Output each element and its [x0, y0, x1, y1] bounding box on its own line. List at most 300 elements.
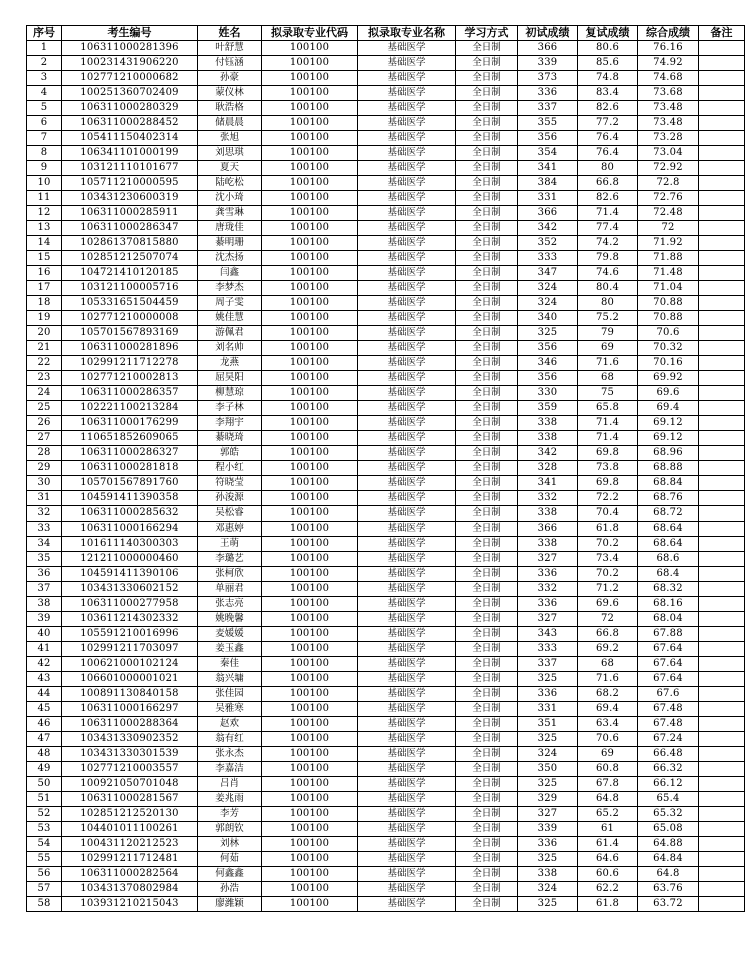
cell-exam-id: 106311000280329 — [62, 101, 198, 116]
cell-seq: 28 — [27, 446, 62, 461]
cell-major-code: 100100 — [262, 656, 358, 671]
cell-major-code: 100100 — [262, 641, 358, 656]
cell-major-code: 100100 — [262, 446, 358, 461]
cell-name: 吴雅寒 — [198, 701, 262, 716]
cell-study-mode: 全日制 — [456, 791, 518, 806]
cell-exam-id: 103431330301539 — [62, 746, 198, 761]
cell-exam-id: 103121100005716 — [62, 281, 198, 296]
cell-study-mode: 全日制 — [456, 641, 518, 656]
cell-major-code: 100100 — [262, 536, 358, 551]
cell-initial-score: 341 — [518, 161, 578, 176]
cell-major-name: 基础医学 — [358, 776, 456, 791]
cell-exam-id: 104591411390106 — [62, 566, 198, 581]
cell-retest-score: 70.2 — [578, 566, 638, 581]
cell-exam-id: 102851212520130 — [62, 806, 198, 821]
cell-major-name: 基础医学 — [358, 116, 456, 131]
cell-major-name: 基础医学 — [358, 101, 456, 116]
cell-initial-score: 336 — [518, 86, 578, 101]
cell-major-name: 基础医学 — [358, 686, 456, 701]
cell-name: 郭朗钦 — [198, 821, 262, 836]
cell-initial-score: 331 — [518, 191, 578, 206]
cell-retest-score: 68.2 — [578, 686, 638, 701]
cell-exam-id: 106311000286327 — [62, 446, 198, 461]
cell-total-score: 70.88 — [638, 311, 699, 326]
cell-remarks — [699, 191, 745, 206]
table-row — [27, 221, 745, 236]
cell-seq: 3 — [27, 71, 62, 86]
cell-exam-id: 103431230600319 — [62, 191, 198, 206]
cell-retest-score: 61.8 — [578, 896, 638, 911]
table-row — [27, 506, 745, 521]
header-name: 姓名 — [198, 26, 262, 41]
cell-major-name: 基础医学 — [358, 536, 456, 551]
table-row — [27, 371, 745, 386]
cell-total-score: 64.8 — [638, 866, 699, 881]
cell-major-name: 基础医学 — [358, 656, 456, 671]
cell-total-score: 66.32 — [638, 761, 699, 776]
cell-name: 符晓莹 — [198, 476, 262, 491]
cell-retest-score: 70.6 — [578, 731, 638, 746]
table-row — [27, 176, 745, 191]
cell-major-name: 基础医学 — [358, 416, 456, 431]
cell-major-name: 基础医学 — [358, 401, 456, 416]
cell-major-code: 100100 — [262, 56, 358, 71]
cell-retest-score: 76.4 — [578, 146, 638, 161]
header-study-mode: 学习方式 — [456, 26, 518, 41]
cell-major-code: 100100 — [262, 701, 358, 716]
cell-exam-id: 106311000166297 — [62, 701, 198, 716]
cell-remarks — [699, 281, 745, 296]
cell-major-code: 100100 — [262, 356, 358, 371]
table-row — [27, 776, 745, 791]
cell-total-score: 67.48 — [638, 701, 699, 716]
cell-study-mode: 全日制 — [456, 281, 518, 296]
table-row — [27, 476, 745, 491]
cell-name: 屈昊阳 — [198, 371, 262, 386]
cell-seq: 5 — [27, 101, 62, 116]
cell-study-mode: 全日制 — [456, 731, 518, 746]
cell-seq: 20 — [27, 326, 62, 341]
cell-remarks — [699, 761, 745, 776]
cell-exam-id: 102851212507074 — [62, 251, 198, 266]
cell-name: 夏天 — [198, 161, 262, 176]
cell-study-mode: 全日制 — [456, 761, 518, 776]
cell-name: 单丽君 — [198, 581, 262, 596]
cell-study-mode: 全日制 — [456, 416, 518, 431]
cell-retest-score: 75 — [578, 386, 638, 401]
cell-remarks — [699, 176, 745, 191]
cell-name: 麦媛媛 — [198, 626, 262, 641]
cell-exam-id: 100431120212523 — [62, 836, 198, 851]
cell-name: 游佩君 — [198, 326, 262, 341]
table-row — [27, 71, 745, 86]
cell-major-code: 100100 — [262, 206, 358, 221]
cell-total-score: 65.4 — [638, 791, 699, 806]
cell-name: 叶舒慧 — [198, 41, 262, 56]
cell-name: 廖潍颖 — [198, 896, 262, 911]
cell-initial-score: 366 — [518, 206, 578, 221]
cell-major-code: 100100 — [262, 731, 358, 746]
cell-exam-id: 106311000286357 — [62, 386, 198, 401]
cell-retest-score: 80 — [578, 296, 638, 311]
cell-exam-id: 103121110101677 — [62, 161, 198, 176]
cell-study-mode: 全日制 — [456, 476, 518, 491]
cell-remarks — [699, 416, 745, 431]
cell-exam-id: 105701567891760 — [62, 476, 198, 491]
cell-retest-score: 71.6 — [578, 671, 638, 686]
table-row — [27, 236, 745, 251]
cell-retest-score: 71.2 — [578, 581, 638, 596]
table-row — [27, 566, 745, 581]
cell-exam-id: 106311000176299 — [62, 416, 198, 431]
cell-initial-score: 325 — [518, 896, 578, 911]
cell-exam-id: 106311000281567 — [62, 791, 198, 806]
cell-seq: 31 — [27, 491, 62, 506]
cell-initial-score: 351 — [518, 716, 578, 731]
cell-major-name: 基础医学 — [358, 356, 456, 371]
cell-major-name: 基础医学 — [358, 806, 456, 821]
cell-exam-id: 106311000282564 — [62, 866, 198, 881]
cell-retest-score: 79 — [578, 326, 638, 341]
cell-major-name: 基础医学 — [358, 326, 456, 341]
cell-seq: 13 — [27, 221, 62, 236]
cell-initial-score: 338 — [518, 416, 578, 431]
table-row — [27, 626, 745, 641]
cell-initial-score: 339 — [518, 821, 578, 836]
cell-study-mode: 全日制 — [456, 131, 518, 146]
cell-study-mode: 全日制 — [456, 521, 518, 536]
cell-retest-score: 71.4 — [578, 206, 638, 221]
table-row — [27, 281, 745, 296]
cell-initial-score: 356 — [518, 341, 578, 356]
cell-total-score: 69.12 — [638, 431, 699, 446]
cell-study-mode: 全日制 — [456, 551, 518, 566]
cell-initial-score: 341 — [518, 476, 578, 491]
cell-remarks — [699, 731, 745, 746]
cell-initial-score: 337 — [518, 101, 578, 116]
cell-study-mode: 全日制 — [456, 161, 518, 176]
cell-major-code: 100100 — [262, 506, 358, 521]
table-row — [27, 41, 745, 56]
header-row — [27, 26, 745, 41]
cell-major-code: 100100 — [262, 431, 358, 446]
cell-total-score: 69.92 — [638, 371, 699, 386]
table-row — [27, 731, 745, 746]
cell-remarks — [699, 311, 745, 326]
cell-total-score: 72.48 — [638, 206, 699, 221]
table-row — [27, 356, 745, 371]
cell-seq: 34 — [27, 536, 62, 551]
table-row — [27, 191, 745, 206]
cell-seq: 44 — [27, 686, 62, 701]
cell-major-name: 基础医学 — [358, 41, 456, 56]
cell-study-mode: 全日制 — [456, 326, 518, 341]
cell-name: 龚雪琳 — [198, 206, 262, 221]
cell-remarks — [699, 746, 745, 761]
cell-seq: 42 — [27, 656, 62, 671]
cell-major-code: 100100 — [262, 836, 358, 851]
cell-initial-score: 324 — [518, 281, 578, 296]
cell-major-name: 基础医学 — [358, 86, 456, 101]
cell-exam-id: 110651852609065 — [62, 431, 198, 446]
cell-major-code: 100100 — [262, 746, 358, 761]
cell-seq: 14 — [27, 236, 62, 251]
cell-major-code: 100100 — [262, 806, 358, 821]
cell-name: 闫鑫 — [198, 266, 262, 281]
cell-initial-score: 325 — [518, 731, 578, 746]
cell-retest-score: 69 — [578, 746, 638, 761]
cell-remarks — [699, 266, 745, 281]
cell-study-mode: 全日制 — [456, 251, 518, 266]
cell-study-mode: 全日制 — [456, 626, 518, 641]
cell-exam-id: 100251360702409 — [62, 86, 198, 101]
cell-remarks — [699, 521, 745, 536]
cell-exam-id: 100891130840158 — [62, 686, 198, 701]
cell-study-mode: 全日制 — [456, 806, 518, 821]
cell-remarks — [699, 641, 745, 656]
cell-major-code: 100100 — [262, 896, 358, 911]
cell-retest-score: 82.6 — [578, 101, 638, 116]
cell-total-score: 74.68 — [638, 71, 699, 86]
header-initial-score: 初试成绩 — [518, 26, 578, 41]
cell-name: 姚晚馨 — [198, 611, 262, 626]
table-row — [27, 56, 745, 71]
cell-exam-id: 103931210215043 — [62, 896, 198, 911]
cell-name: 张永杰 — [198, 746, 262, 761]
cell-retest-score: 79.8 — [578, 251, 638, 266]
cell-retest-score: 60.6 — [578, 866, 638, 881]
cell-remarks — [699, 506, 745, 521]
cell-seq: 43 — [27, 671, 62, 686]
table-row — [27, 401, 745, 416]
cell-major-code: 100100 — [262, 401, 358, 416]
cell-major-name: 基础医学 — [358, 281, 456, 296]
cell-major-code: 100100 — [262, 521, 358, 536]
cell-exam-id: 105411150402314 — [62, 131, 198, 146]
cell-retest-score: 71.4 — [578, 431, 638, 446]
cell-study-mode: 全日制 — [456, 401, 518, 416]
cell-exam-id: 106601000001021 — [62, 671, 198, 686]
table-row — [27, 851, 745, 866]
cell-major-name: 基础医学 — [358, 56, 456, 71]
cell-major-code: 100100 — [262, 131, 358, 146]
cell-exam-id: 106311000286347 — [62, 221, 198, 236]
cell-initial-score: 330 — [518, 386, 578, 401]
cell-major-code: 100100 — [262, 116, 358, 131]
cell-seq: 36 — [27, 566, 62, 581]
cell-retest-score: 77.2 — [578, 116, 638, 131]
cell-remarks — [699, 581, 745, 596]
cell-seq: 1 — [27, 41, 62, 56]
header-exam-id: 考生编号 — [62, 26, 198, 41]
cell-seq: 22 — [27, 356, 62, 371]
cell-seq: 27 — [27, 431, 62, 446]
table-row — [27, 611, 745, 626]
cell-total-score: 71.04 — [638, 281, 699, 296]
cell-major-code: 100100 — [262, 326, 358, 341]
cell-seq: 29 — [27, 461, 62, 476]
cell-study-mode: 全日制 — [456, 266, 518, 281]
cell-seq: 25 — [27, 401, 62, 416]
cell-total-score: 72.92 — [638, 161, 699, 176]
header-remarks: 备注 — [699, 26, 745, 41]
cell-exam-id: 102771210000008 — [62, 311, 198, 326]
cell-major-code: 100100 — [262, 671, 358, 686]
table-row — [27, 746, 745, 761]
cell-major-name: 基础医学 — [358, 431, 456, 446]
cell-exam-id: 105591210016996 — [62, 626, 198, 641]
cell-remarks — [699, 446, 745, 461]
cell-remarks — [699, 881, 745, 896]
cell-major-name: 基础医学 — [358, 701, 456, 716]
cell-retest-score: 67.8 — [578, 776, 638, 791]
cell-major-name: 基础医学 — [358, 206, 456, 221]
cell-initial-score: 350 — [518, 761, 578, 776]
cell-exam-id: 104591411390358 — [62, 491, 198, 506]
cell-name: 綦晓琦 — [198, 431, 262, 446]
cell-exam-id: 102991211712481 — [62, 851, 198, 866]
cell-retest-score: 75.2 — [578, 311, 638, 326]
cell-seq: 45 — [27, 701, 62, 716]
cell-remarks — [699, 326, 745, 341]
cell-seq: 39 — [27, 611, 62, 626]
cell-retest-score: 74.6 — [578, 266, 638, 281]
cell-total-score: 73.28 — [638, 131, 699, 146]
cell-initial-score: 327 — [518, 611, 578, 626]
cell-initial-score: 325 — [518, 326, 578, 341]
cell-major-name: 基础医学 — [358, 581, 456, 596]
cell-retest-score: 68 — [578, 371, 638, 386]
cell-major-code: 100100 — [262, 596, 358, 611]
cell-total-score: 65.08 — [638, 821, 699, 836]
table-row — [27, 386, 745, 401]
cell-name: 刘林 — [198, 836, 262, 851]
cell-major-code: 100100 — [262, 266, 358, 281]
cell-major-code: 100100 — [262, 71, 358, 86]
table-row — [27, 431, 745, 446]
cell-exam-id: 103431330602152 — [62, 581, 198, 596]
cell-total-score: 68.16 — [638, 596, 699, 611]
cell-initial-score: 366 — [518, 521, 578, 536]
cell-remarks — [699, 896, 745, 911]
cell-initial-score: 336 — [518, 686, 578, 701]
cell-retest-score: 85.6 — [578, 56, 638, 71]
cell-exam-id: 106311000281396 — [62, 41, 198, 56]
cell-remarks — [699, 386, 745, 401]
cell-study-mode: 全日制 — [456, 491, 518, 506]
cell-total-score: 72.76 — [638, 191, 699, 206]
cell-major-name: 基础医学 — [358, 161, 456, 176]
cell-remarks — [699, 461, 745, 476]
cell-major-name: 基础医学 — [358, 491, 456, 506]
cell-major-code: 100100 — [262, 221, 358, 236]
cell-remarks — [699, 161, 745, 176]
cell-exam-id: 106311000281896 — [62, 341, 198, 356]
cell-major-code: 100100 — [262, 281, 358, 296]
cell-major-code: 100100 — [262, 626, 358, 641]
cell-study-mode: 全日制 — [456, 656, 518, 671]
cell-initial-score: 325 — [518, 671, 578, 686]
cell-remarks — [699, 146, 745, 161]
table-row — [27, 701, 745, 716]
cell-seq: 24 — [27, 386, 62, 401]
cell-major-code: 100100 — [262, 476, 358, 491]
cell-initial-score: 373 — [518, 71, 578, 86]
cell-study-mode: 全日制 — [456, 566, 518, 581]
cell-seq: 32 — [27, 506, 62, 521]
cell-major-code: 100100 — [262, 86, 358, 101]
cell-initial-score: 338 — [518, 506, 578, 521]
cell-seq: 51 — [27, 791, 62, 806]
cell-seq: 52 — [27, 806, 62, 821]
cell-total-score: 63.76 — [638, 881, 699, 896]
cell-remarks — [699, 296, 745, 311]
cell-retest-score: 76.4 — [578, 131, 638, 146]
cell-name: 邓惠婷 — [198, 521, 262, 536]
cell-study-mode: 全日制 — [456, 356, 518, 371]
cell-seq: 21 — [27, 341, 62, 356]
cell-major-name: 基础医学 — [358, 866, 456, 881]
cell-name: 程小红 — [198, 461, 262, 476]
cell-remarks — [699, 431, 745, 446]
cell-major-name: 基础医学 — [358, 236, 456, 251]
cell-study-mode: 全日制 — [456, 776, 518, 791]
cell-major-name: 基础医学 — [358, 611, 456, 626]
table-row — [27, 761, 745, 776]
cell-major-name: 基础医学 — [358, 221, 456, 236]
cell-name: 李翔宇 — [198, 416, 262, 431]
cell-total-score: 70.88 — [638, 296, 699, 311]
cell-retest-score: 73.8 — [578, 461, 638, 476]
cell-study-mode: 全日制 — [456, 596, 518, 611]
cell-retest-score: 73.4 — [578, 551, 638, 566]
cell-total-score: 66.12 — [638, 776, 699, 791]
cell-total-score: 65.32 — [638, 806, 699, 821]
table-row — [27, 551, 745, 566]
cell-major-name: 基础医学 — [358, 596, 456, 611]
cell-retest-score: 80.6 — [578, 41, 638, 56]
table-row — [27, 836, 745, 851]
cell-study-mode: 全日制 — [456, 581, 518, 596]
cell-total-score: 67.64 — [638, 656, 699, 671]
table-row — [27, 296, 745, 311]
cell-name: 翁兴墉 — [198, 671, 262, 686]
cell-major-name: 基础医学 — [358, 566, 456, 581]
cell-study-mode: 全日制 — [456, 821, 518, 836]
cell-study-mode: 全日制 — [456, 716, 518, 731]
cell-remarks — [699, 71, 745, 86]
cell-retest-score: 66.8 — [578, 176, 638, 191]
cell-retest-score: 69.8 — [578, 476, 638, 491]
cell-exam-id: 102771210003557 — [62, 761, 198, 776]
cell-name: 付钰涵 — [198, 56, 262, 71]
table-row — [27, 641, 745, 656]
cell-remarks — [699, 851, 745, 866]
cell-initial-score: 327 — [518, 806, 578, 821]
cell-retest-score: 69.4 — [578, 701, 638, 716]
cell-remarks — [699, 656, 745, 671]
cell-major-code: 100100 — [262, 296, 358, 311]
cell-remarks — [699, 86, 745, 101]
cell-remarks — [699, 536, 745, 551]
cell-major-code: 100100 — [262, 566, 358, 581]
cell-major-code: 100100 — [262, 761, 358, 776]
cell-initial-score: 339 — [518, 56, 578, 71]
cell-seq: 47 — [27, 731, 62, 746]
table-row — [27, 491, 745, 506]
table-row — [27, 341, 745, 356]
cell-name: 周子雯 — [198, 296, 262, 311]
